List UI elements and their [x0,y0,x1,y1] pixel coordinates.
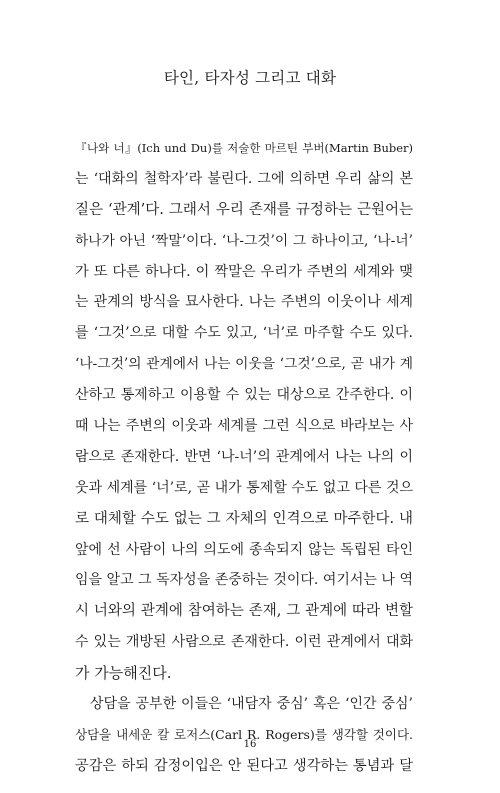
paragraph-start-line: 상담을 공부한 이들은 ‘내담자 중심’ 혹은 ‘인간 중심’ [90,696,413,713]
text-line: 산하고 통제하고 이용할 수 있는 대상으로 간주한다. 이 [75,387,413,404]
text-line: 시 너와의 관계에 참여하는 존재, 그 관계에 따라 변할 [75,603,413,620]
text-line: 임을 알고 그 독자성을 존중하는 것이다. 여기서는 나 역 [75,572,413,589]
text-line: 상담을 내세운 칼 로저스(Carl R. Rogers)를 생각할 것이다. [75,726,413,742]
text-line: 질은 ‘관계’다. 그래서 우리 존재를 규정하는 근원어는 [75,201,413,218]
text-line: 가 또 다른 하나다. 이 짝말은 우리가 주변의 세계와 맺 [75,263,413,280]
body-text [75,133,413,782]
chapter-title: 타인, 타자성 그리고 대화 [163,69,337,87]
text-line: 는 관계의 방식을 묘사한다. 나는 주변의 이웃이나 세계 [75,294,413,311]
paragraph-end-line: 가 가능해진다. [75,664,172,683]
text-line: 『나와 너』(Ich und Du)를 저술한 마르틴 부버(Martin Buber) [75,141,413,155]
text-line: 웃과 세계를 ‘너’로, 곧 내가 통제할 수도 없고 다른 것으 [75,479,413,496]
text-line: 앞에 선 사람이 나의 의도에 종속되지 않는 독립된 타인 [75,541,413,558]
text-line: 를 ‘그것’으로 대할 수도 있고, ‘너’로 마주할 수도 있다. [75,325,413,342]
text-line: 는 ‘대화의 철학자’라 불린다. 그에 의하면 우리 삶의 본 [75,170,413,187]
text-line: 하나가 아닌 ‘짝말’이다. ‘나-그것’이 그 하나이고, ‘나-너’ [75,232,413,249]
text-line: ‘나-그것’의 관계에서 나는 이웃을 ‘그것’으로, 곧 내가 계 [75,356,413,373]
text-line: 수 있는 개방된 사람으로 존재한다. 이런 관계에서 대화 [75,634,413,651]
text-line: 람으로 존재한다. 반면 ‘나-너’의 관계에서 나는 나의 이 [75,448,413,465]
text-line: 때 나는 주변의 이웃과 세계를 그런 식으로 바라보는 사 [75,418,413,435]
text-line: 로 대체할 수도 없는 그 자체의 인격으로 마주한다. 내 [75,510,413,527]
page-number: 16 [243,739,257,750]
text-line: 공감은 하되 감정이입은 안 된다고 생각하는 통념과 달 [75,757,413,774]
